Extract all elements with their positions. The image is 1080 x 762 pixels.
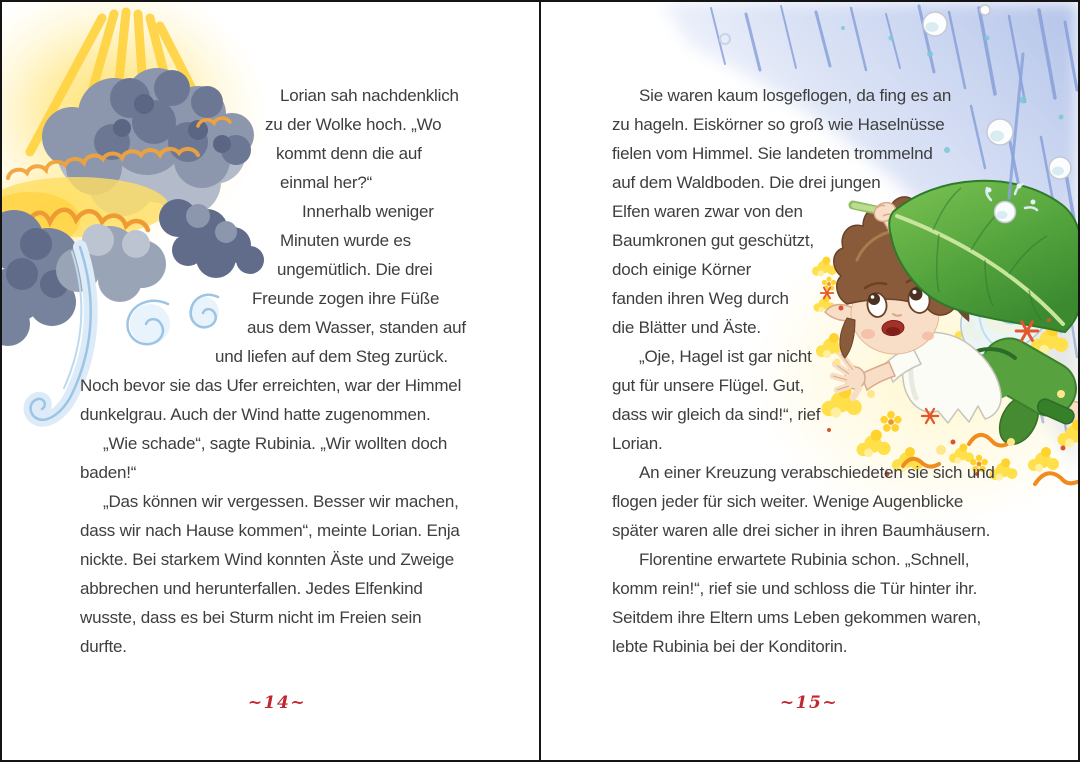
text-line: Florentine erwartete Rubinia schon. „Schnell, (639, 550, 970, 569)
page-14-text (80, 81, 480, 661)
text-line: einmal her?“ (280, 173, 373, 192)
text-line: doch einige Körner (612, 260, 752, 279)
text-line: dass wir gleich da sind!“, rief (612, 405, 821, 424)
text-line: Sie waren kaum losgeflogen, da fing es an (639, 86, 952, 105)
text-line: Freunde zogen ihre Füße (252, 289, 440, 308)
page-14-number: ~14~ (247, 693, 307, 713)
text-line: später waren alle drei sicher in ihren Baumhäusern. (612, 521, 991, 540)
text-line: Seitdem ihre Eltern ums Leben gekommen waren, (612, 608, 981, 627)
text-line: zu der Wolke hoch. „Wo (265, 115, 442, 134)
text-line: nickte. Bei starkem Wind konnten Äste und Zweige (80, 550, 455, 569)
page-15 (541, 2, 1078, 760)
text-line: ungemütlich. Die drei (277, 260, 433, 279)
text-line: durfte. (80, 637, 127, 656)
page-15-text (612, 81, 1012, 661)
text-line: kommt denn die auf (276, 144, 422, 163)
text-line: zu hageln. Eiskörner so groß wie Haselnüsse (612, 115, 945, 134)
text-line: lebte Rubinia bei der Konditorin. (612, 637, 848, 656)
text-line: flogen jeder für sich weiter. Wenige Augenblicke (612, 492, 964, 511)
text-line: abbrechen und herunterfallen. Jedes Elfenkind (80, 579, 423, 598)
text-line: An einer Kreuzung verabschiedeten sie sich und (639, 463, 995, 482)
text-line: fanden ihren Weg durch (612, 289, 789, 308)
text-line: die Blätter und Äste. (612, 318, 761, 337)
text-line: baden!“ (80, 463, 137, 482)
text-line: Baumkronen gut geschützt, (612, 231, 814, 250)
text-line: aus dem Wasser, standen auf (247, 318, 466, 337)
text-line: Minuten wurde es (280, 231, 411, 250)
text-line: Lorian sah nachdenklich (280, 86, 459, 105)
text-line: „Wie schade“, sagte Rubinia. „Wir wollten doch (103, 434, 448, 453)
text-line: Lorian. (612, 434, 663, 453)
text-line: komm rein!“, rief sie und schloss die Tür hinter ihr. (612, 579, 978, 598)
text-line: dass wir nach Hause kommen“, meinte Lorian. Enja (80, 521, 460, 540)
text-line: „Oje, Hagel ist gar nicht (639, 347, 812, 366)
text-line: und liefen auf dem Steg zurück. (215, 347, 448, 366)
page-14 (2, 2, 539, 760)
text-line: fielen vom Himmel. Sie landeten trommelnd (612, 144, 933, 163)
text-line: wusste, dass es bei Sturm nicht im Freien sein (80, 608, 422, 627)
text-line: Elfen waren zwar von den (612, 202, 803, 221)
text-line: auf dem Waldboden. Die drei jungen (612, 173, 881, 192)
text-line: dunkelgrau. Auch der Wind hatte zugenommen. (80, 405, 431, 424)
text-line: gut für unsere Flügel. Gut, (612, 376, 805, 395)
page-15-number: ~15~ (779, 693, 839, 713)
text-line: „Das können wir vergessen. Besser wir machen, (103, 492, 459, 511)
text-line: Innerhalb weniger (302, 202, 434, 221)
text-line: Noch bevor sie das Ufer erreichten, war der Himmel (80, 376, 462, 395)
